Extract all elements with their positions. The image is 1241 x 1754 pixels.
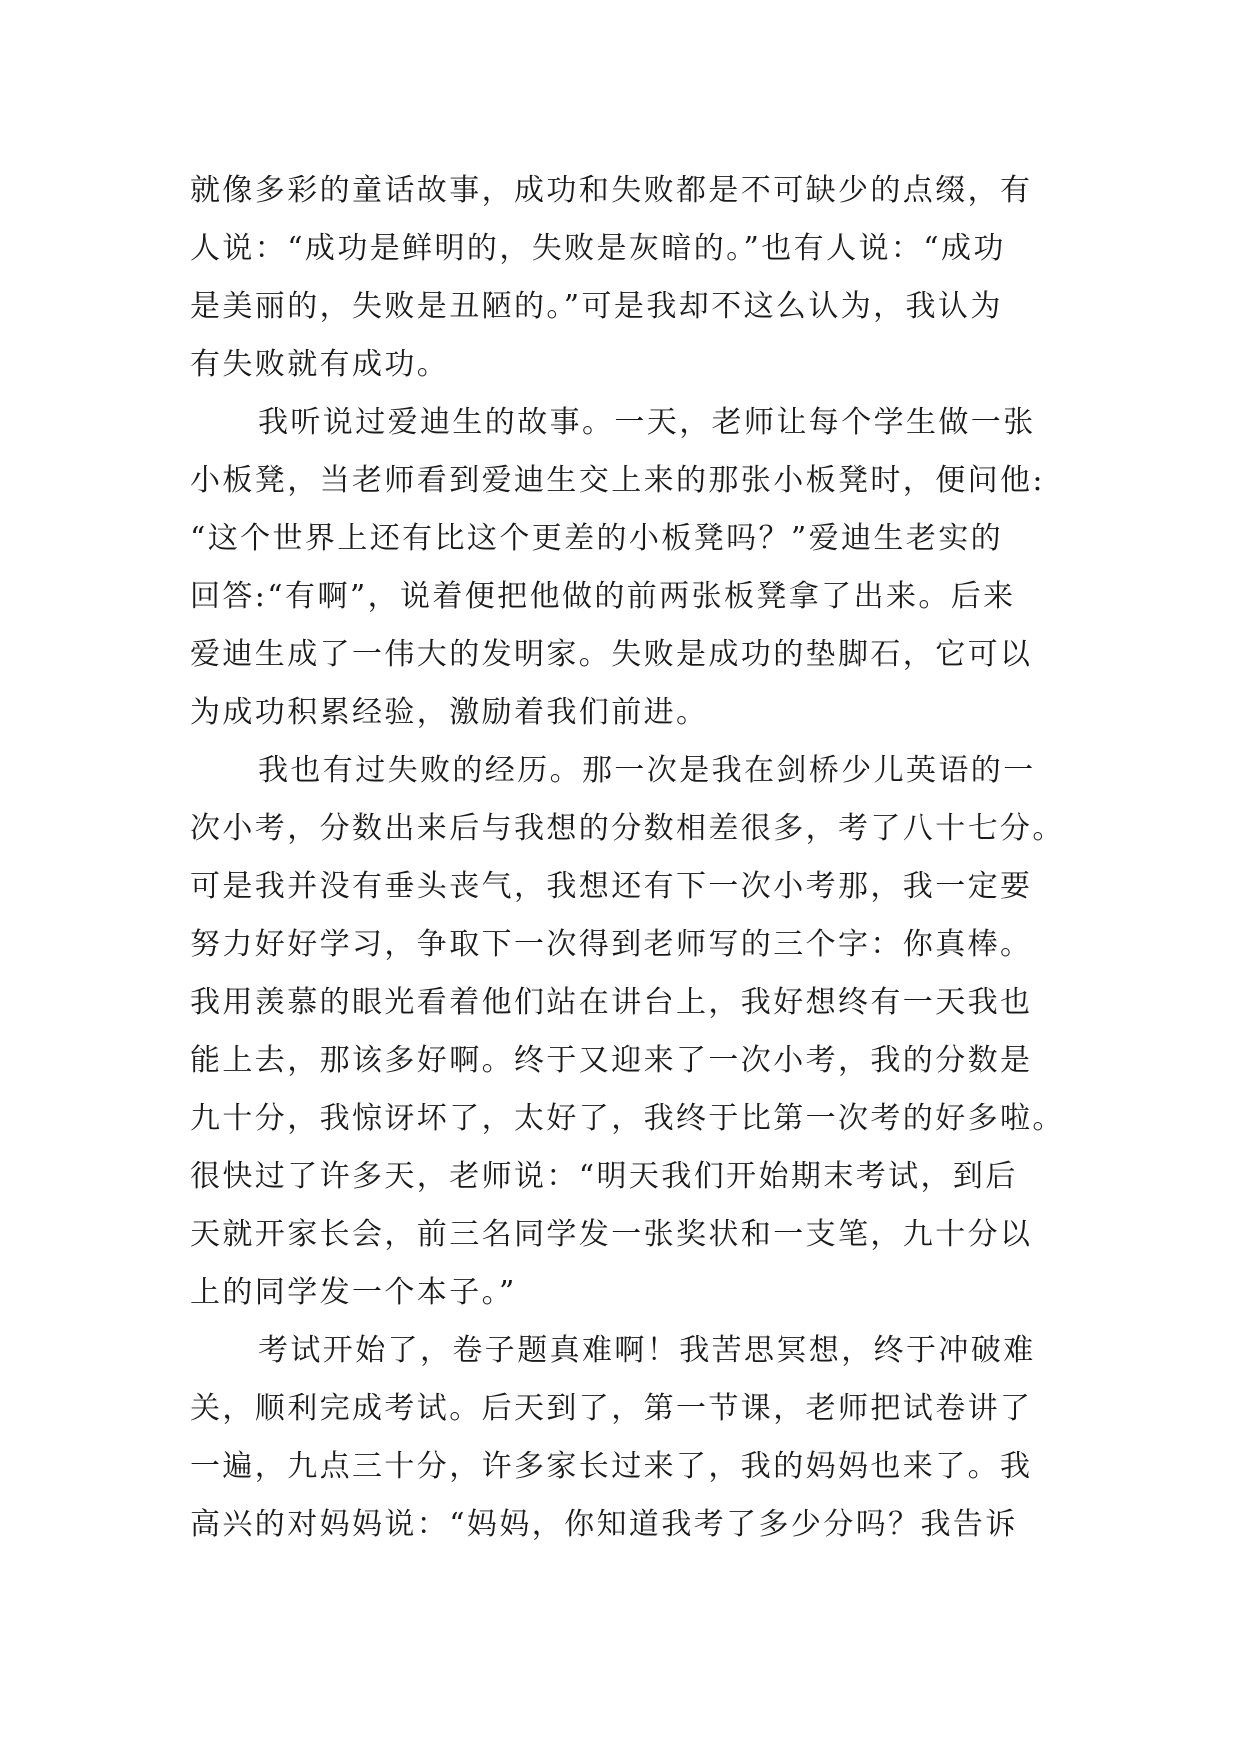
paragraph-3-line-4: 努力好好学习，争取下一次得到老师写的三个字：你真棒。	[190, 927, 1033, 962]
paragraph-2-line-6: 为成功积累经验，激励着我们前进。	[190, 695, 709, 730]
paragraph-2-line-3: “这个世界上还有比这个更差的小板凳吗？”爱迪生老实的	[190, 521, 1004, 556]
paragraph-4-line-4: 高兴的对妈妈说：“妈妈，你知道我考了多少分吗？我告诉	[190, 1507, 1018, 1542]
paragraph-3-line-5: 我用羡慕的眼光看着他们站在讲台上，我好想终有一天我也	[190, 985, 1033, 1020]
paragraph-1-line-2: 人说：“成功是鲜明的，失败是灰暗的。”也有人说：“成功	[190, 231, 1006, 266]
paragraph-3-line-10: 上的同学发一个本子。”	[190, 1275, 517, 1310]
paragraph-3-line-6: 能上去，那该多好啊。终于又迎来了一次小考，我的分数是	[190, 1043, 1033, 1078]
paragraph-3-line-7: 九十分，我惊讶坏了，太好了，我终于比第一次考的好多啦。	[190, 1101, 1065, 1136]
paragraph-2-line-2: 小板凳，当老师看到爱迪生交上来的那张小板凳时，便问他:	[190, 463, 1045, 498]
paragraph-3-line-9: 天就开家长会，前三名同学发一张奖状和一支笔，九十分以	[190, 1217, 1033, 1252]
paragraph-3-line-8: 很快过了许多天，老师说：“明天我们开始期末考试，到后	[190, 1159, 1018, 1194]
paragraph-2-line-1: 我听说过爱迪生的故事。一天，老师让每个学生做一张	[258, 405, 1036, 440]
paragraph-1-line-4: 有失败就有成功。	[190, 347, 450, 382]
paragraph-1-line-3: 是美丽的，失败是丑陋的。”可是我却不这么认为，我认为	[190, 289, 1003, 324]
paragraph-2-line-5: 爱迪生成了一伟大的发明家。失败是成功的垫脚石，它可以	[190, 637, 1033, 672]
paragraph-3-line-1: 我也有过失败的经历。那一次是我在剑桥少儿英语的一	[258, 753, 1036, 788]
paragraph-3-line-2: 次小考，分数出来后与我想的分数相差很多，考了八十七分。	[190, 811, 1065, 846]
paragraph-4-line-2: 关，顺利完成考试。后天到了，第一节课，老师把试卷讲了	[190, 1391, 1033, 1426]
paragraph-4-line-3: 一遍，九点三十分，许多家长过来了，我的妈妈也来了。我	[190, 1449, 1033, 1484]
paragraph-4-line-1: 考试开始了，卷子题真难啊！我苦思冥想，终于冲破难	[258, 1333, 1036, 1368]
paragraph-3-line-3: 可是我并没有垂头丧气，我想还有下一次小考那，我一定要	[190, 869, 1033, 904]
paragraph-1-line-1: 就像多彩的童话故事，成功和失败都是不可缺少的点缀，有	[190, 173, 1033, 208]
essay-text	[190, 162, 1070, 1554]
paragraph-2-line-4: 回答:“有啊”，说着便把他做的前两张板凳拿了出来。后来	[190, 579, 1016, 614]
